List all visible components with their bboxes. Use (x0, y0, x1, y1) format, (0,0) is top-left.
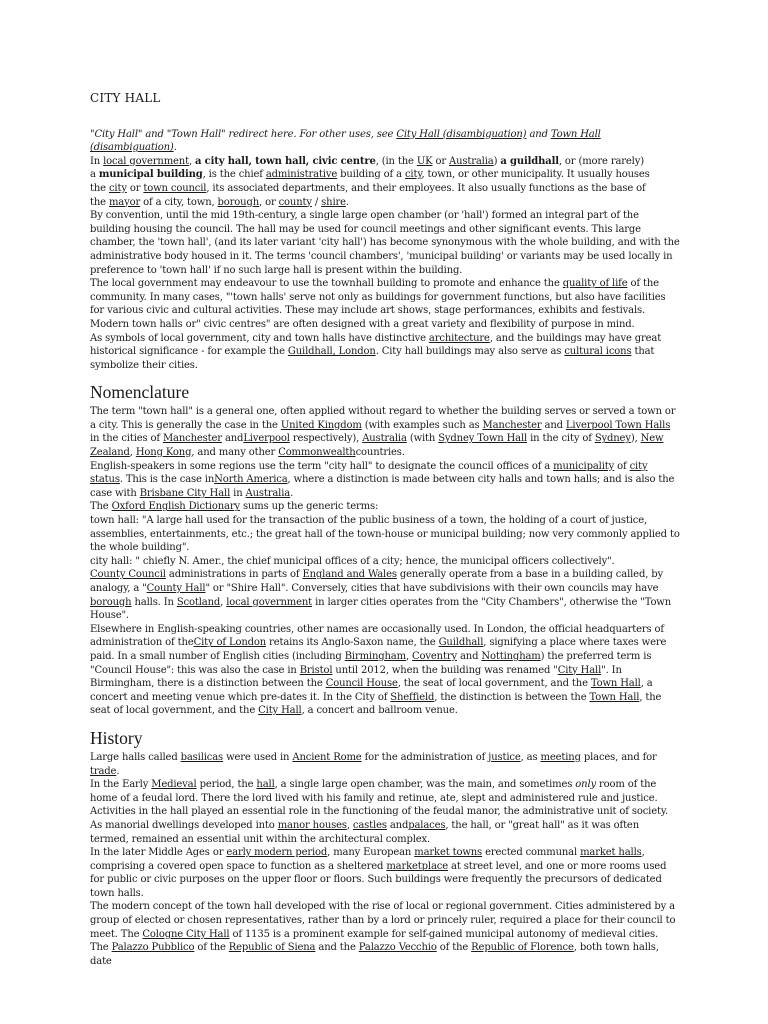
link-city-hall-disambiguation[interactable]: City Hall (disambiguation) (396, 128, 527, 140)
link-liverpool-town-halls[interactable]: Liverpool Town Halls (565, 419, 671, 431)
link-trade[interactable]: trade (90, 765, 117, 777)
link-oxford-english-dictionary[interactable]: Oxford English Dictionary (111, 501, 240, 513)
link-scotland[interactable]: Scotland (176, 596, 221, 608)
link-city-hall-bristol[interactable]: City Hall (557, 664, 602, 676)
history-paragraph-5: The Palazzo Pubblico of the Republic of Siena and the Palazzo Vecchio of the Republic of Florence, both town halls, date (90, 942, 659, 967)
link-sheffield[interactable]: Sheffield (390, 691, 435, 703)
history-paragraph-1: Large halls called basilicas were used in Ancient Rome for the administration of justice, as meeting places, and for trade. (90, 751, 657, 777)
link-australia-2[interactable]: Australia (362, 433, 407, 445)
section-heading-history: History (90, 727, 143, 748)
link-town-hall-birmingham[interactable]: Town Hall (590, 678, 641, 690)
link-city-hall-sheffield[interactable]: City Hall (258, 705, 302, 717)
link-palazzo-vecchio[interactable]: Palazzo Vecchio (358, 942, 437, 954)
link-basilicas[interactable]: basilicas (180, 751, 224, 763)
link-sydney-town-hall[interactable]: Sydney Town Hall (438, 433, 528, 445)
link-marketplace[interactable]: marketplace (386, 860, 448, 872)
link-hong-kong[interactable]: Hong Kong (135, 447, 192, 459)
link-north-america[interactable]: North America (214, 474, 288, 486)
link-australia-3[interactable]: Australia (245, 487, 291, 499)
link-castles[interactable]: castles (352, 819, 387, 831)
link-local-government-2[interactable]: local government (226, 596, 313, 608)
section-heading-nomenclature: Nomenclature (90, 382, 190, 403)
intro-paragraph-3: The local government may endeavour to use the townhall building to promote and enhance the quality of life of the community. In many cases, "'town halls' serve not only as buildings for government functions, but also have facilities for various civic and cultural activities. These may include art shows, stage performances, exhibits and festivals. Modern town halls or" civic centres" are often designed with a great variety and flexibility of purpose in mind. (90, 278, 666, 330)
link-bristol[interactable]: Bristol (299, 664, 333, 676)
link-sydney[interactable]: Sydney (594, 433, 631, 445)
link-manchester[interactable]: Manchester (482, 419, 542, 431)
link-republic-of-siena[interactable]: Republic of Siena (228, 942, 316, 954)
link-county[interactable]: county (278, 196, 312, 208)
link-city-of-london[interactable]: City of London (193, 637, 267, 649)
link-palazzo-pubblico[interactable]: Palazzo Pubblico (111, 942, 195, 954)
nomenclature-paragraph-5: Elsewhere in English-speaking countries, other names are occasionally used. In London, the official headquarters of administration of theCity of London retains its Anglo-Saxon name, the Guildhall, signifying a place where taxes were paid. In a small number of English cities (including Birmingham, Coventry and Nottingham) the preferred term is "Council House": this was also the case in Bristol until 2012, when the building was renamed "City Hall". In Birmingham, there is a distinction between the Council House, the seat of local government, and the Town Hall, a concert and meeting venue which pre-dates it. In the City of Sheffield, the distinction is between the Town Hall, the seat of local government, and the City Hall, a concert and ballroom venue. (90, 623, 667, 717)
link-architecture[interactable]: architecture (428, 332, 490, 344)
history-paragraph-4: The modern concept of the town hall developed with the rise of local or regional government. Cities administered by a group of elected or chosen representatives, rather than by a lord or princely ruler, required a place for their council to meet. The Cologne City Hall of 1135 is a prominent example for self-gained municipal autonomy of medieval cities. (90, 901, 676, 940)
history-paragraph-3: In the later Middle Ages or early modern period, many European market towns erected communal market halls, comprising a covered open space to function as a sheltered marketplace at street level, and one or more rooms used for public or civic purposes on the upper floor or floors. Such buildings were frequently the precursors of dedicated town halls. (90, 847, 667, 899)
link-town-council[interactable]: town council (143, 182, 207, 194)
link-city-status[interactable]: city status (90, 460, 648, 486)
link-town-hall-sheffield[interactable]: Town Hall (589, 691, 640, 703)
link-nottingham[interactable]: Nottingham (481, 650, 541, 662)
link-market-towns[interactable]: market towns (414, 847, 483, 859)
link-australia[interactable]: Australia (449, 155, 494, 167)
link-county-council[interactable]: County Council (90, 569, 166, 581)
definition-town-hall: town hall: "A large hall used for the transaction of the public business of a town, the holding of a court of justice, assemblies, entertainments, etc.; the great hall of the town-house or municipal building; now very commonly applied to the whole building". (90, 515, 680, 554)
link-republic-of-florence[interactable]: Republic of Florence (471, 942, 574, 954)
definition-city-hall: city hall: " chiefly N. Amer., the chief municipal offices of a city; hence, the municipal officers collectively". (90, 555, 615, 567)
link-palaces[interactable]: palaces (408, 819, 446, 831)
nomenclature-paragraph-3: The Oxford English Dictionary sums up the generic terms: (90, 501, 379, 513)
document-body (90, 92, 680, 968)
link-cologne-city-hall[interactable]: Cologne City Hall (142, 928, 230, 940)
nomenclature-paragraph-1: The term "town hall" is a general one, often applied without regard to whether the building serves or served a town or a city. This is generally the case in the United Kingdom (with examples such as Manchester and Liverpool Town Halls in the cities of Manchester andLiverpool respectively), Australia (with Sydney Town Hall in the city of Sydney), New Zealand, Hong Kong, and many other Commonwealthcountries. (90, 406, 676, 459)
intro-paragraph-4: As symbols of local government, city and town halls have distinctive architecture, and the buildings may have great historical significance - for example the Guildhall, London. City hall buildings may also serve as cultural icons that symbolize their cities. (90, 332, 662, 371)
link-borough[interactable]: borough (217, 196, 260, 208)
link-early-modern-period[interactable]: early modern period (226, 847, 328, 859)
nomenclature-paragraph-4: County Council administrations in parts of England and Wales generally operate from a base in a building called, by analogy, a "County Hall" or "Shire Hall". Conversely, cities that have subdivisions with their own councils may have borough halls. In Scotland, local government in larger cities operates from the "City Chambers", otherwise the "Town House". (90, 569, 672, 622)
link-hall[interactable]: hall (256, 779, 275, 791)
nomenclature-paragraph-2: English-speakers in some regions use the term "city hall" to designate the council offices of a municipality of city status. This is the case inNorth America, where a distinction is made between city halls and town halls; and is also the case with Brisbane City Hall in Australia. (90, 460, 675, 499)
link-guildhall-london[interactable]: Guildhall, London (287, 346, 376, 358)
link-coventry[interactable]: Coventry (412, 650, 457, 662)
link-county-hall[interactable]: County Hall (146, 583, 206, 594)
link-borough-2[interactable]: borough (90, 596, 132, 608)
link-medieval[interactable]: Medieval (151, 779, 197, 791)
link-united-kingdom[interactable]: United Kingdom (280, 419, 362, 431)
link-ancient-rome[interactable]: Ancient Rome (292, 751, 362, 763)
link-manchester-2[interactable]: Manchester (162, 433, 222, 445)
link-meeting[interactable]: meeting (540, 751, 581, 763)
link-shire[interactable]: shire (321, 196, 346, 208)
link-commonwealth[interactable]: Commonwealth (278, 447, 356, 459)
link-cultural-icons[interactable]: cultural icons (564, 346, 632, 358)
link-manor-houses[interactable]: manor houses (277, 819, 347, 831)
link-new-zealand[interactable]: New Zealand (90, 433, 664, 459)
link-brisbane-city-hall[interactable]: Brisbane City Hall (139, 487, 231, 499)
link-city[interactable]: city (404, 169, 422, 181)
link-municipality[interactable]: municipality (553, 460, 615, 472)
page-title: CITY HALL (90, 91, 161, 105)
link-market-halls[interactable]: market halls (580, 847, 642, 859)
redirect-note: "City Hall" and "Town Hall" redirect here. For other uses, see City Hall (disambiguation) and Town Hall (disambiguation). (90, 128, 601, 154)
link-guildhall[interactable]: Guildhall (438, 637, 484, 649)
link-city-2[interactable]: city (108, 182, 127, 194)
intro-paragraph-2: By convention, until the mid 19th-century, a single large open chamber (or 'hall') formed an integral part of the building housing the council. The hall may be used for council meetings and other significant events. This large chamber, the 'town hall', (and its later variant 'city hall') has become synonymous with the whole building, and with the administrative body housed in it. The terms 'council chambers', 'municipal building' or variants may be used locally in preference to 'town hall' if no such large hall is present within the building. (90, 210, 680, 276)
link-uk[interactable]: UK (416, 155, 433, 167)
link-town-hall-disambiguation[interactable]: Town Hall (disambiguation) (90, 128, 601, 154)
link-quality-of-life[interactable]: quality of life (562, 278, 628, 290)
link-justice[interactable]: justice (488, 751, 521, 763)
link-england-and-wales[interactable]: England and Wales (302, 569, 397, 581)
link-mayor[interactable]: mayor (108, 196, 141, 208)
link-council-house[interactable]: Council House (325, 678, 398, 690)
link-local-government[interactable]: local government (103, 155, 189, 167)
history-paragraph-2: In the Early Medieval period, the hall, a single large open chamber, was the main, and sometimes only room of the home of a feudal lord. There the lord lived with his family and retinue, ate, slept and administered rule and justice. Activities in the hall played an essential role in the functioning of the feudal manor, the administrative unit of society. As manorial dwellings developed into manor houses, castles andpalaces, the hall, or "great hall" as it was often termed, remained an essential unit within the architectural complex. (90, 779, 669, 845)
link-birmingham[interactable]: Birmingham (344, 650, 406, 662)
link-liverpool[interactable]: Liverpool (243, 433, 290, 445)
intro-paragraph-1: In local government, a city hall, town hall, civic centre, (in the UK or Australia) a guildhall, or (more rarely) a municipal building, is the chief administrative building of a city, town, or other municipality. It usually houses the city or town council, its associated departments, and their employees. It also usually functions as the base of the mayor of a city, town, borough, or county / shire. (90, 155, 650, 208)
link-administrative[interactable]: administrative (265, 169, 338, 181)
